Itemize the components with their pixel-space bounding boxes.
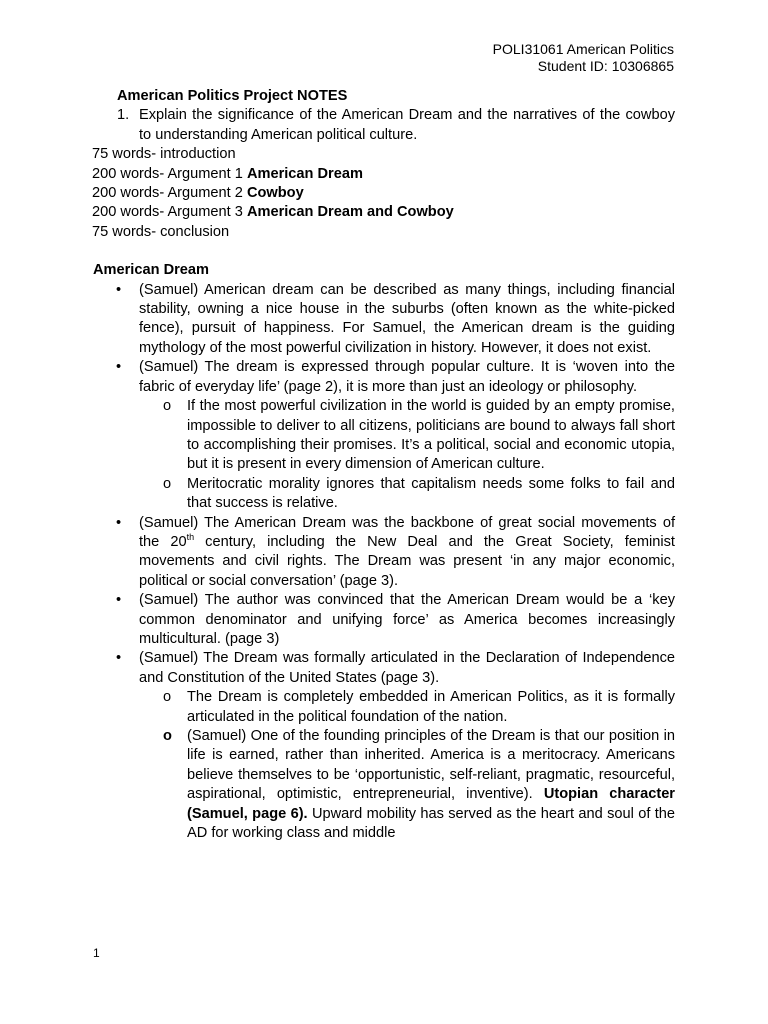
list-item xyxy=(93,358,675,513)
sub-bullet-text: Meritocratic morality ignores that capitalism needs some folks to fail and that success is relative. xyxy=(187,475,675,512)
question-number: 1. xyxy=(117,107,130,124)
document-title: American Politics Project NOTES xyxy=(117,88,348,104)
question-item xyxy=(117,106,675,145)
bullet-text: (Samuel) The dream is expressed through popular culture. It is ‘woven into the fabric of everyday life’ (page 2), it is more than just an ideology or philosophy. xyxy=(139,359,675,395)
question-text: Explain the significance of the American Dream and the narratives of the cowboy to understanding American political culture. xyxy=(139,107,675,143)
bullet-text: (Samuel) American dream can be described as many things, including financial stability, owning a nice house in the suburbs (often known as the white-picked fence), pursuit of happiness. For Samuel, the American dream is the guiding mythology of the most powerful civilization in history. However, it does not exist. xyxy=(139,281,675,356)
plan-line: 200 words- Argument 1 American Dream xyxy=(92,165,363,182)
course-title: POLI31061 American Politics xyxy=(492,41,674,57)
sub-list-item xyxy=(163,688,675,727)
plan-line: 200 words- Argument 3 American Dream and Cowboy xyxy=(92,204,454,221)
sub-list-item xyxy=(163,475,675,514)
page-number: 1 xyxy=(93,946,100,960)
bullet-icon: • xyxy=(116,281,122,298)
list-item xyxy=(93,649,675,843)
sub-bullet-text: (Samuel) One of the founding principles of the Dream is that our position in life is earned, rather than inherited. America is a meritocracy. Americans believe themselves to be ‘opportunistic, self-reliant, pragmatic, resourceful, aspirational, optimistic, entrepreneurial, inventive). Utopian character (Samuel, page 6). Upward mobility has served as the heart and soul of the AD for working class and middle xyxy=(187,728,676,842)
bullet-icon: • xyxy=(116,592,122,609)
plan-line: 75 words- introduction xyxy=(92,146,236,163)
student-id: Student ID: 10306865 xyxy=(537,58,674,74)
sub-list xyxy=(139,397,675,513)
notes-list xyxy=(93,281,675,844)
bullet-text: (Samuel) The American Dream was the backbone of great social movements of the 20th century, including the New Deal and the Great Society, feminist movements and civil rights. The Dream was present ‘in any major economic, political or social conversation’ (page 3). xyxy=(139,514,675,589)
document-body xyxy=(93,87,675,843)
sub-list-item xyxy=(163,397,675,475)
section-heading: American Dream xyxy=(93,262,209,279)
word-plan xyxy=(92,145,675,242)
sub-list xyxy=(139,688,675,843)
sub-bullet-text: The Dream is completely embedded in American Politics, as it is formally articulated in the political foundation of the nation. xyxy=(187,689,675,725)
sub-bullet-icon: o xyxy=(163,398,172,415)
bullet-text: (Samuel) The author was convinced that the American Dream would be a ‘key common denominator and unifying force’ as America becomes increasingly multicultural. (page 3) xyxy=(139,592,675,647)
bullet-icon: • xyxy=(116,514,122,531)
sub-bullet-text: If the most powerful civilization in the world is guided by an empty promise, impossible to deliver to all citizens, politicians are bound to always fall short to accomplishing their promises. It’s a political, social and economic utopia, but it is present in every dimension of American culture. xyxy=(187,398,675,473)
sub-bullet-icon: o xyxy=(163,728,172,744)
plan-line: 75 words- conclusion xyxy=(92,223,230,240)
plan-line: 200 words- Argument 2 Cowboy xyxy=(92,185,304,202)
list-item xyxy=(93,281,675,359)
page-header xyxy=(493,41,674,75)
sub-bullet-icon: o xyxy=(163,689,172,706)
bullet-icon: • xyxy=(116,650,122,667)
bullet-icon: • xyxy=(116,359,122,376)
list-item xyxy=(93,591,675,649)
sub-bullet-icon: o xyxy=(163,475,172,492)
bullet-text: (Samuel) The Dream was formally articulated in the Declaration of Independence and Constitution of the United States (page 3). xyxy=(139,650,675,686)
sub-list-item xyxy=(163,727,675,843)
list-item xyxy=(93,514,675,592)
